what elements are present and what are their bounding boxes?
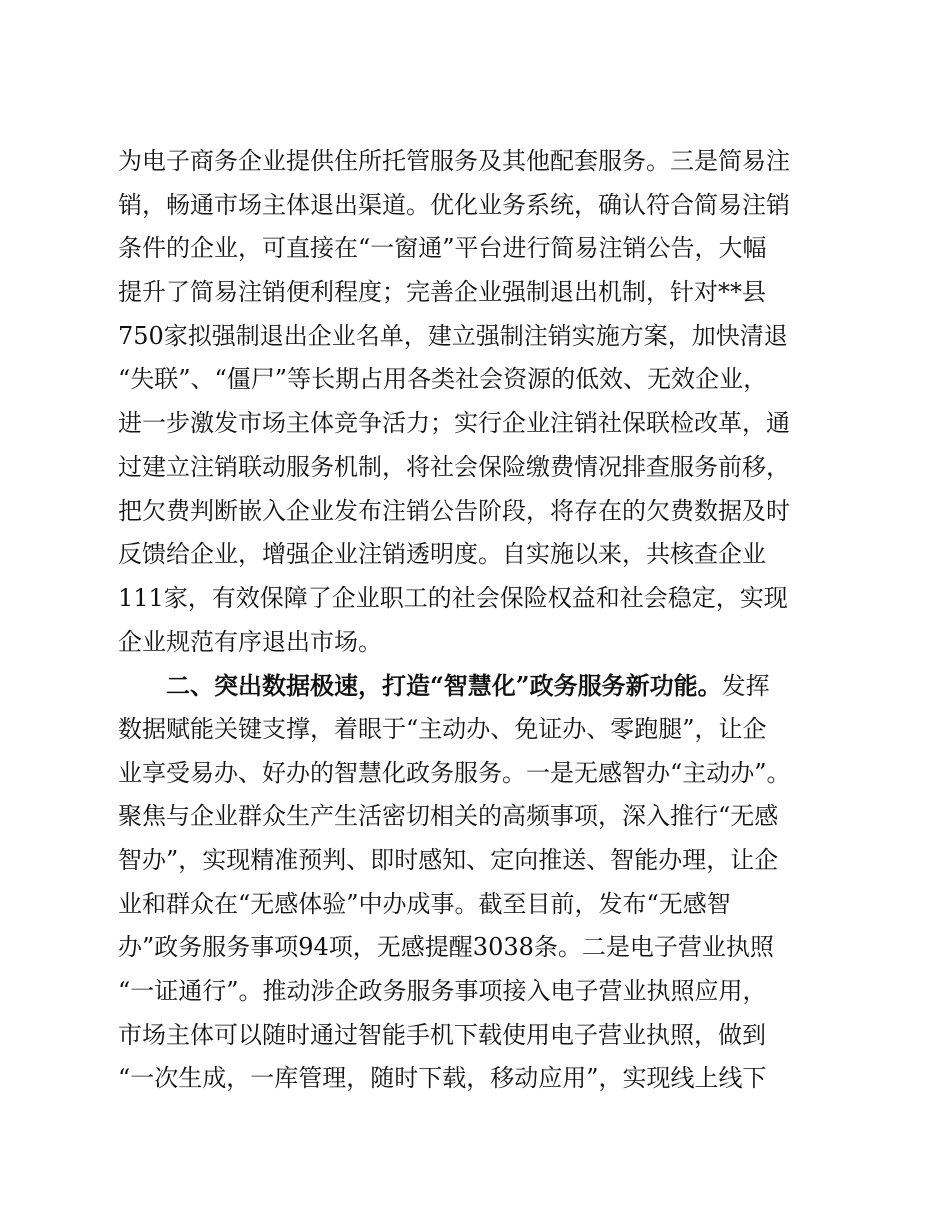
- text-line: 聚焦与企业群众生产生活密切相关的高频事项，深入推行“无感: [118, 802, 779, 831]
- text-line: 反馈给企业，增强企业注销透明度。自实施以来，共核查企业: [118, 540, 766, 569]
- section-heading-line: [118, 664, 818, 708]
- section-heading-tail: 发挥: [721, 672, 770, 701]
- text-line: 企业规范有序退出市场。: [118, 627, 382, 656]
- text-line: 过建立注销联动服务机制，将社会保险缴费情况排查服务前移，: [118, 452, 790, 481]
- text-line: “失联”、“僵尸”等长期占用各类社会资源的低效、无效企业，: [118, 365, 768, 394]
- text-line: 业和群众在“无感体验”中办成事。截至目前，发布“无感智: [118, 889, 731, 918]
- text-line: 销，畅通市场主体退出渠道。优化业务系统，确认符合简易注销: [118, 190, 790, 219]
- text-line: 提升了简易注销便利程度；完善企业强制退出机制，针对**县: [118, 278, 766, 307]
- text-line: 数据赋能关键支撑，着眼于“主动办、免证办、零跑腿”，让企: [118, 714, 767, 743]
- text-line: “一次生成，一库管理，随时下载，移动应用”，实现线上线下: [118, 1064, 767, 1093]
- text-line: 智办”，实现精准预判、即时感知、定向推送、智能办理，让企: [118, 846, 779, 874]
- section-heading: 二、突出数据极速，打造“智慧化”政务服务新功能。: [166, 671, 722, 701]
- text-line: 办”政务服务事项94项，无感提醒3038条。二是电子营业执照: [118, 933, 774, 962]
- text-line: 业享受易办、好办的智慧化政务服务。一是无感智办“主动办”。: [118, 758, 791, 787]
- text-line: 进一步激发市场主体竞争活力；实行企业注销社保联检改革，通: [118, 409, 790, 438]
- text-line: 把欠费判断嵌入企业发布注销公告阶段，将存在的欠费数据及时: [118, 496, 790, 525]
- text-line: 111家，有效保障了企业职工的社会保险权益和社会稳定，实现: [118, 583, 788, 612]
- text-line: “一证通行”。推动涉企政务服务事项接入电子营业执照应用，: [118, 977, 767, 1006]
- text-line: 750家拟强制退出企业名单，建立强制注销实施方案，加快清退: [118, 321, 788, 350]
- text-line: 条件的企业，可直接在“一窗通”平台进行简易注销公告，大幅: [118, 234, 767, 263]
- body-text: [118, 140, 818, 1101]
- text-line: 为电子商务企业提供住所托管服务及其他配套服务。三是简易注: [118, 147, 790, 175]
- text-line: 市场主体可以随时通过智能手机下载使用电子营业执照，做到: [118, 1020, 766, 1049]
